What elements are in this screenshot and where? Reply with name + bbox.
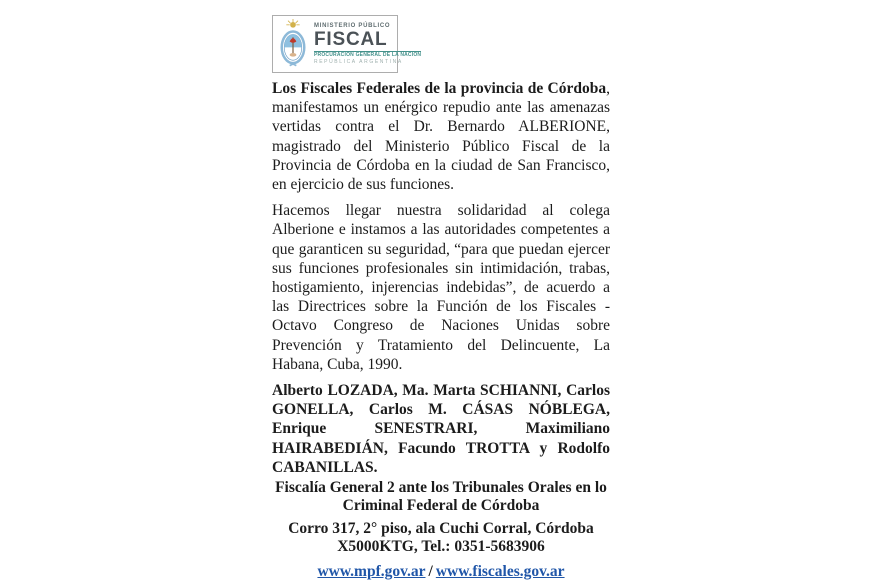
mpf-logo-text	[314, 23, 421, 65]
mpf-logo	[272, 15, 422, 73]
statement-paragraph-1	[272, 79, 610, 194]
address-line-1: Corro 317, 2° piso, ala Cuchi Corral, Córdoba	[288, 520, 594, 538]
office-address	[272, 520, 610, 555]
signatories-paragraph: Alberto LOZADA, Ma. Marta SCHIANNI, Carlos GONELLA, Carlos M. CÁSAS NÓBLEGA, Enrique SENESTRARI, Maximiliano HAIRABEDIÁN, Facundo TROTTA y Rodolfo CABANILLAS.	[272, 382, 610, 476]
statement-paragraph-1-lead: Los Fiscales Federales de la provincia de Córdoba	[272, 80, 607, 97]
link-mpf-gov-ar[interactable]: www.mpf.gov.ar	[317, 563, 426, 580]
logo-fiscal-word: FISCAL	[314, 29, 388, 50]
link-separator: /	[428, 563, 433, 580]
logo-republica-line: REPÚBLICA ARGENTINA	[314, 59, 403, 65]
statement-paragraph-1-rest: , manifestamos un enérgico repudio ante las amenazas vertidas contra el Dr. Bernardo ALBERIONE, magistrado del Ministerio Público Fiscal de la Provincia de Córdoba en la ciudad de San Francisco, en ejercicio de sus funciones.	[272, 80, 610, 194]
link-fiscales-gov-ar[interactable]: www.fiscales.gov.ar	[435, 563, 565, 580]
address-line-2: X5000KTG, Tel.: 0351-5683906	[337, 537, 545, 555]
footer-links	[272, 563, 610, 580]
statement-document	[272, 15, 610, 580]
statement-paragraph-2: Hacemos llegar nuestra solidaridad al colega Alberione e instamos a las autoridades competentes a que garanticen su seguridad, “para que puedan ejercer sus funciones profesionales sin intimidación, trabas, hostigamiento, injerencias indebidas”, de acuerdo a las Directrices sobre la Función de los Fiscales -Octavo Congreso de Naciones Unidas sobre Prevención y Tratamiento del Delincuente, La Habana, Cuba, 1990.	[272, 202, 610, 373]
office-title: Fiscalía General 2 ante los Tribunales Orales en lo Criminal Federal de Córdoba	[275, 479, 607, 514]
logo-ministry-line: MINISTERIO PÚBLICO	[314, 23, 391, 29]
argentina-coat-of-arms-icon	[278, 19, 308, 69]
logo-procuracion-line: PROCURACIÓN GENERAL DE LA NACIÓN	[314, 52, 422, 58]
